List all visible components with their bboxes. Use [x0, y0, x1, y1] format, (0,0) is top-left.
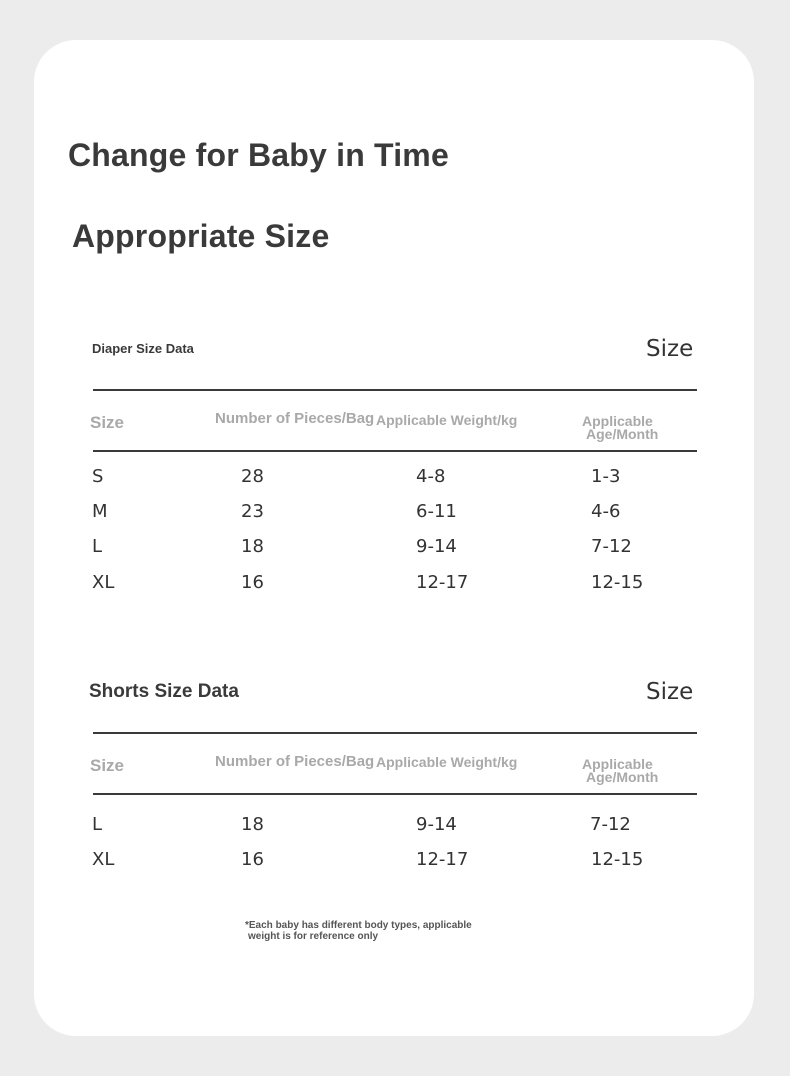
- footnote-line1: *Each baby has different body types, applicable: [245, 920, 472, 931]
- diaper-cell-age: 1-3: [591, 466, 621, 487]
- diaper-col-pieces: Number of Pieces/Bag: [215, 410, 375, 427]
- diaper-cell-size: S: [92, 466, 104, 487]
- page-subtitle: Appropriate Size: [72, 218, 330, 254]
- diaper-cell-weight: 6-11: [416, 501, 457, 522]
- shorts-col-size: Size: [90, 756, 125, 775]
- diaper-header-divider: [93, 450, 697, 452]
- shorts-col-age-line1: Applicable: [582, 756, 653, 772]
- shorts-cell-pieces: 16: [241, 849, 264, 870]
- shorts-cell-size: L: [92, 814, 103, 835]
- diaper-cell-size: L: [92, 536, 103, 557]
- diaper-cell-weight: 9-14: [416, 536, 457, 557]
- diaper-cell-size: M: [92, 501, 108, 522]
- shorts-cell-weight: 9-14: [416, 814, 457, 835]
- shorts-section-title: Shorts Size Data: [89, 681, 239, 702]
- diaper-cell-weight: 12-17: [416, 572, 469, 593]
- diaper-col-weight: Applicable Weight/kg: [376, 412, 518, 428]
- diaper-cell-age: 4-6: [591, 501, 621, 522]
- shorts-cell-pieces: 18: [241, 814, 264, 835]
- footnote-line2: weight is for reference only: [248, 931, 379, 942]
- shorts-top-divider: [93, 732, 697, 734]
- diaper-cell-pieces: 18: [241, 536, 264, 557]
- shorts-cell-age: 12-15: [591, 849, 644, 870]
- diaper-cell-pieces: 28: [241, 466, 264, 487]
- page-title: Change for Baby in Time: [68, 137, 449, 173]
- shorts-cell-weight: 12-17: [416, 849, 469, 870]
- diaper-col-age-line1: Applicable: [582, 413, 653, 429]
- diaper-col-age-line2: Age/Month: [586, 426, 659, 442]
- shorts-cell-age: 7-12: [590, 814, 631, 835]
- size-chart-card: [34, 40, 754, 1036]
- diaper-cell-size: XL: [92, 572, 115, 593]
- diaper-cell-pieces: 23: [241, 501, 264, 522]
- diaper-top-divider: [93, 389, 697, 391]
- diaper-cell-pieces: 16: [241, 572, 264, 593]
- shorts-col-weight: Applicable Weight/kg: [376, 754, 518, 770]
- diaper-cell-age: 7-12: [591, 536, 632, 557]
- diaper-col-size: Size: [90, 413, 125, 432]
- shorts-col-pieces: Number of Pieces/Bag: [215, 753, 375, 770]
- shorts-cell-size: XL: [92, 849, 115, 870]
- diaper-size-label: Size: [646, 336, 694, 362]
- diaper-section-title: Diaper Size Data: [92, 341, 194, 356]
- diaper-cell-weight: 4-8: [416, 466, 446, 487]
- shorts-col-age-line2: Age/Month: [586, 769, 659, 785]
- shorts-size-label: Size: [646, 679, 694, 705]
- diaper-cell-age: 12-15: [591, 572, 644, 593]
- shorts-header-divider: [93, 793, 697, 795]
